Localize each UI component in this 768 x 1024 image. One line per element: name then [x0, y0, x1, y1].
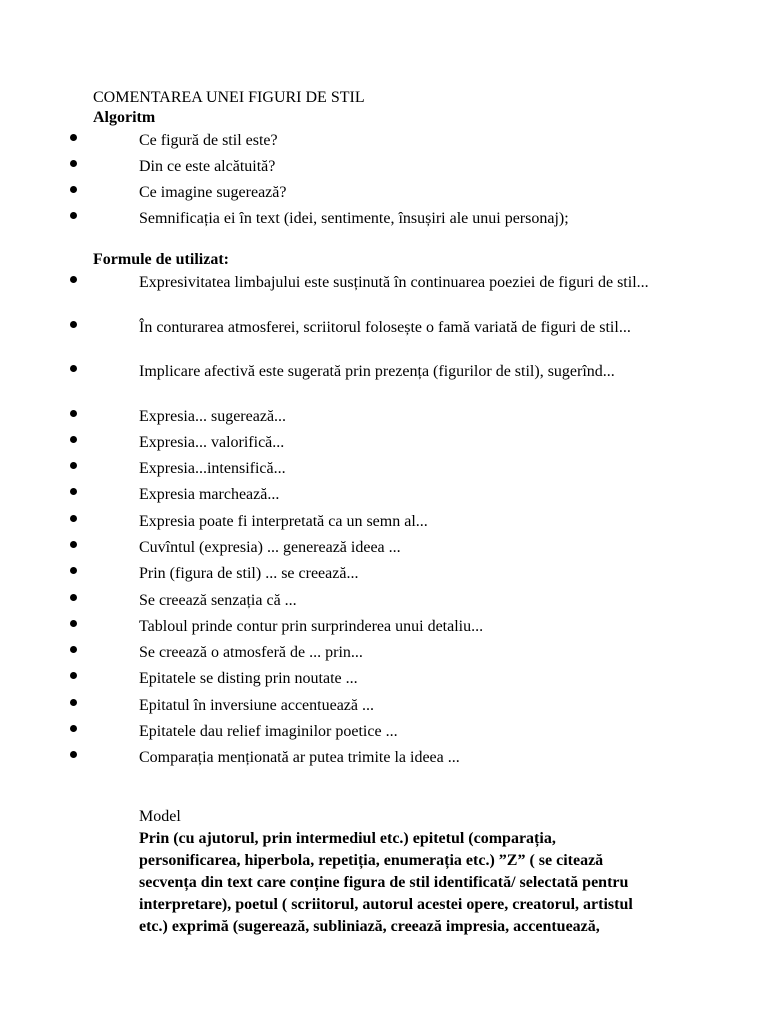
formule-list [0, 272, 768, 774]
list-item-text: Expresivitatea limbajului este susținută în continuarea poeziei de figuri de stil... [139, 274, 649, 291]
list-item-text: Epitatele se disting prin noutate ... [139, 670, 358, 688]
bullet-icon [70, 212, 77, 219]
bullet-icon [70, 160, 77, 167]
list-item [0, 590, 768, 616]
list-item-text: Cuvîntul (expresia) ... generează ideea ... [139, 538, 401, 556]
model-paragraph: Prin (cu ajutorul, prin intermediul etc.) epitetul (comparația, personificarea, hiperbola, repetiția, enumerația etc.) ”Z” ( se citează secvența din text care conține figura de stil identificată/ selectată pentru interpretare), poetul ( scriitorul, autorul acestei opere, creatorul, artistul etc.) exprimă (sugerează, subliniază, creează impresia, accentuează, [139, 830, 633, 935]
bullet-icon [70, 594, 77, 601]
bullet-icon [70, 699, 77, 706]
bullet-icon [70, 462, 77, 469]
algoritm-list [0, 130, 768, 234]
list-item [0, 484, 768, 510]
list-item [0, 668, 768, 694]
list-item-text: Comparația menționată ar putea trimite la ideea ... [139, 749, 460, 767]
list-item [0, 537, 768, 563]
bullet-icon [70, 410, 77, 417]
bullet-icon [70, 620, 77, 627]
list-item-text: Expresia... valorifică... [139, 433, 285, 451]
bullet-icon [70, 365, 77, 372]
list-item-text: Din ce este alcătuită? [139, 158, 276, 175]
list-item [0, 272, 768, 317]
bullet-icon [70, 751, 77, 758]
list-item-text: Se creează o atmosferă de ... prin... [139, 644, 363, 662]
list-item-text: Expresia marchează... [139, 486, 280, 504]
list-item-text: În conturarea atmosferei, scriitorul folosește o famă variată de figuri de stil... [139, 318, 631, 336]
list-item [0, 616, 768, 642]
list-item [0, 432, 768, 458]
list-item-text: Ce imagine sugerează? [139, 184, 287, 201]
model-label: Model [139, 808, 181, 825]
list-item-text: Tabloul prinde contur prin surprinderea unui detaliu... [139, 617, 484, 635]
list-item-text: Se creează senzația că ... [139, 591, 297, 609]
list-item [0, 317, 768, 362]
formule-heading: Formule de utilizat: [93, 251, 229, 268]
bullet-icon [70, 646, 77, 653]
list-item [0, 130, 768, 156]
list-item [0, 361, 768, 406]
bullet-icon [70, 276, 77, 283]
list-item-text: Expresia poate fi interpretată ca un semn al... [139, 512, 428, 530]
list-item-text: Epitatul în inversiune accentuează ... [139, 696, 375, 714]
list-item-text: Expresia...intensifică... [139, 460, 286, 478]
list-item-text: Implicare afectivă este sugerată prin prezența (figurilor de stil), sugerînd... [139, 363, 615, 380]
bullet-icon [70, 134, 77, 141]
list-item [0, 695, 768, 721]
bullet-icon [70, 436, 77, 443]
model-section [139, 806, 649, 938]
list-item [0, 406, 768, 432]
list-item [0, 747, 768, 773]
list-item [0, 563, 768, 589]
list-item [0, 208, 768, 234]
bullet-icon [70, 321, 77, 328]
list-item-text: Prin (figura de stil) ... se creează... [139, 565, 359, 583]
list-item-text: Ce figură de stil este? [139, 132, 278, 149]
document-title: COMENTAREA UNEI FIGURI DE STIL [93, 89, 365, 106]
bullet-icon [70, 515, 77, 522]
list-item [0, 511, 768, 537]
bullet-icon [70, 672, 77, 679]
list-item-text: Expresia... sugerează... [139, 407, 287, 425]
bullet-icon [70, 488, 77, 495]
algoritm-heading: Algoritm [93, 109, 156, 126]
list-item [0, 182, 768, 208]
bullet-icon [70, 186, 77, 193]
bullet-icon [70, 567, 77, 574]
list-item [0, 721, 768, 747]
list-item [0, 642, 768, 668]
list-item [0, 156, 768, 182]
list-item-text: Epitatele dau relief imaginilor poetice ... [139, 723, 398, 741]
list-item-text: Semnificația ei în text (idei, sentimente, însușiri ale unui personaj); [139, 210, 569, 227]
bullet-icon [70, 725, 77, 732]
list-item [0, 458, 768, 484]
bullet-icon [70, 541, 77, 548]
